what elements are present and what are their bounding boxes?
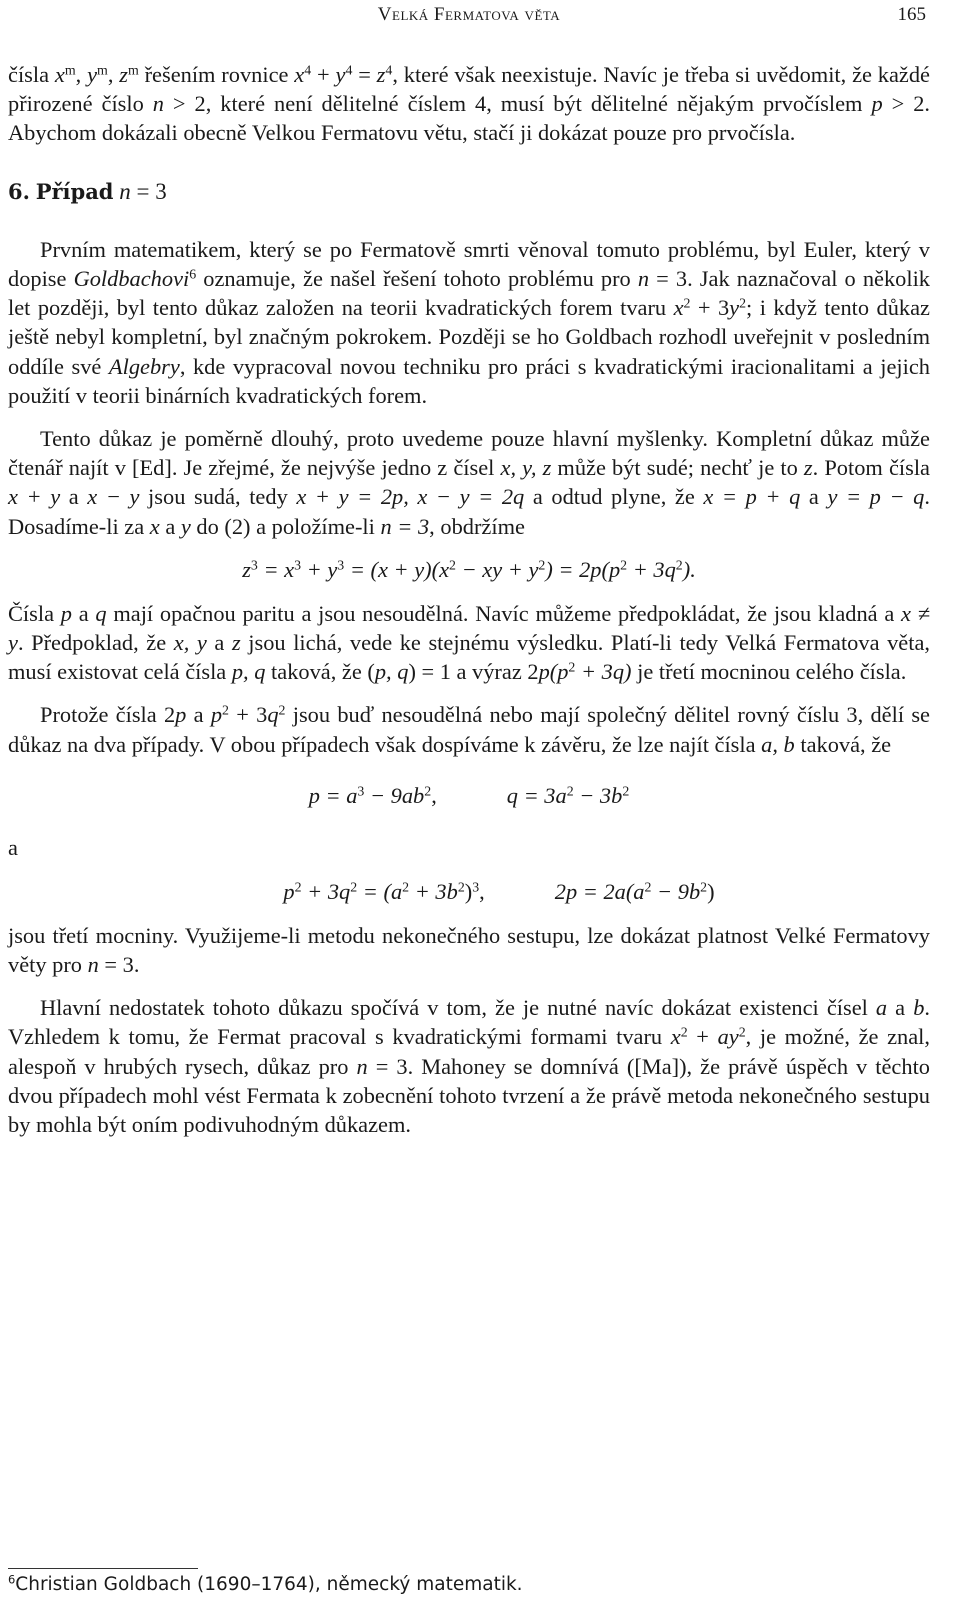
footnote — [8, 1574, 523, 1595]
paragraph-6: jsou třetí mocniny. Využijeme-li metodu nekonečného sestupu, lze dokázat platnost Velké Fermatovy věty pro n = 3. — [8, 922, 930, 978]
paragraph-7: Hlavní nedostatek tohoto důkazu spočívá v tom, že je nutné navíc dokázat existenci čísel a a b. Vzhledem k tomu, že Fermat pracoval s kvadratickými formami tvaru $x^2 + ay^2$, je možné, že znal, alespoň v hrubých rysech, důkaz pro n = 3. Mahoney se domnívá ([Ma]), že právě úspěch v těchto dvou případech mohl vést Fermata k zobecnění tohoto tvrzení a že právě metoda nekonečného sestupu by mohla být oním podivuhodným důkazem. — [8, 995, 931, 1138]
page-header — [8, 4, 930, 32]
footnote-marker: 6 — [189, 267, 197, 283]
footnote-rule — [8, 1568, 198, 1569]
paragraph-1: čísla $x^m$, $y^m$, $z^m$ řešením rovnice $x^4 + y^4 = z^4$, které však neexistuje. Navíc je třeba si uvědomit, že každé přirozené číslo n > 2, které není dělitelné číslem 4, musí být dělitelné nějakým prvočíslem p > 2. Abychom dokázali obecně Velkou Fermatovu větu, stačí ji dokázat pouze pro prvočísla. — [8, 62, 930, 146]
section-heading: 6. Případ n = 3 — [8, 178, 167, 204]
running-head: Velká Fermatova věta — [377, 4, 561, 25]
footnote-text: Christian Goldbach (1690–1764), německý matematik. — [15, 1574, 523, 1595]
equation-p-q: $p = a^3 - 9ab^2$, $q = 3a^2 - 3b^2$ — [308, 783, 630, 809]
footnote-number: 6 — [8, 1572, 16, 1587]
body-text — [8, 60, 930, 1139]
paragraph-2: Prvním matematikem, který se po Fermatově smrti věnoval tomuto problému, byl Euler, který v dopise Goldbachovi$^6$ oznamuje, že našel řešení tohoto problému pro n = 3. Jak naznačoval o několik let později, byl tento důkaz založen na teorii kvadratických forem tvaru $x^2 + 3y^2$; i když tento důkaz ještě nebyl kompletní, byl značným pokrokem. Později se ho Goldbach rozhodl uveřejnit v posledním oddíle své Algebry, kde vypracoval novou techniku pro práci s kvadratickými iracionalitami a jejich použití v teorii binárních kvadratických forem. — [8, 236, 930, 408]
paragraph-3: Tento důkaz je poměrně dlouhý, proto uvedeme pouze hlavní myšlenky. Kompletní důkaz může čtenář najít v [Ed]. Je zřejmé, že nejvýše jedno z čísel x, y, z může být sudé; nechť je to z. Potom čísla x + y a x − y jsou sudá, tedy x + y = 2p, x − y = 2q a odtud plyne, že x = p + q a y = p − q. Dosadíme-li za x a y do (2) a položíme-li n = 3, obdržíme — [8, 426, 930, 539]
page-number: 165 — [897, 4, 926, 25]
conjunction-a: a — [8, 834, 18, 860]
paragraph-4: Čísla p a q mají opačnou paritu a jsou nesoudělná. Navíc můžeme předpokládat, že jsou kladná a x ≠ y. Předpoklad, že x, y a z jsou lichá, vede ke stejnému výsledku. Platí-li tedy Velká Fermatova věta, musí existovat celá čísla p, q taková, že (p, q) = 1 a výraz $2p(p^2 + 3q)$ je třetí mocninou celého čísla. — [8, 600, 930, 685]
equation-main: $z^3 = x^3 + y^3 = (x + y)(x^2$ − xy + $y^2) = 2p(p^2 + 3q^2)$. — [242, 557, 696, 583]
equation-p2: $p^2 + 3q^2 = (a^2 + 3b^2)^3$, $2p = 2a(a^2 - 9b^2)$ — [283, 879, 715, 905]
paragraph-5: Protože čísla 2p a $p^2 + 3q^2$ jsou buď nesoudělná nebo mají společný dělitel rovný číslu 3, dělí se důkaz na dva případy. V obou případech však dospíváme k závěru, že lze najít čísla a, b taková, že — [8, 702, 930, 757]
